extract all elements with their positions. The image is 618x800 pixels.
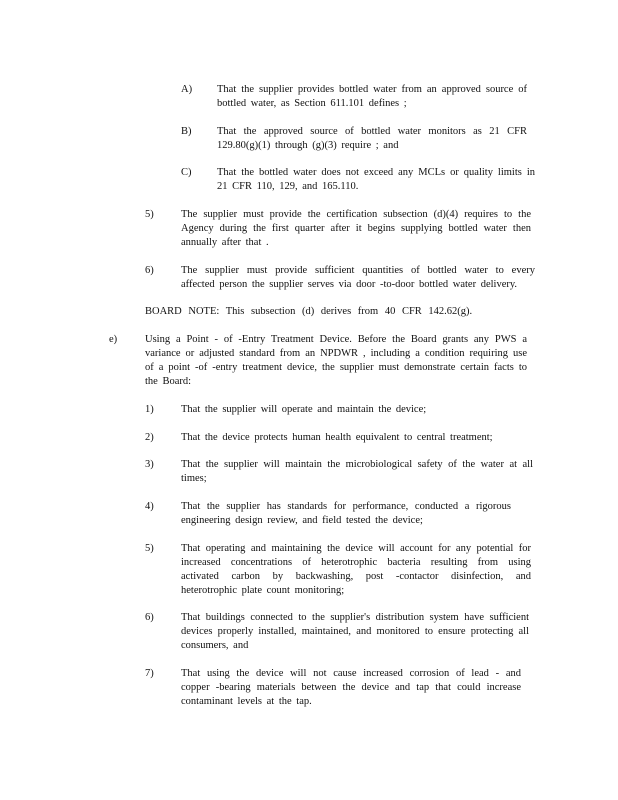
item-label: 7) (145, 668, 154, 679)
item-label: 3) (145, 459, 154, 470)
item-text: That the supplier has standards for performance, conducted a rigorous engineering design review, and field tested the device; (181, 501, 511, 526)
item-label: 2) (145, 432, 154, 443)
item-label: 6) (145, 612, 154, 623)
item-text: That the approved source of bottled water monitors as 21 CFR 129.80(g)(1) through (g)(3) require ; and (217, 126, 527, 151)
item-text: That the supplier will operate and maintain the device; (181, 404, 427, 415)
item-label: 5) (145, 543, 154, 554)
item-label: A) (181, 84, 193, 95)
item-label: B) (181, 126, 192, 137)
item-text: That buildings connected to the supplier's distribution system have sufficient devices properly installed, maintained, and monitored to ensure protecting all consumers, and (181, 612, 529, 651)
item-text: That operating and maintaining the device will account for any potential for increased concentrations of heterotrophic bacteria resulting from using activated carbon by backwashing, post -contactor disinfection, and heterotrophic plate count monitoring; (181, 543, 531, 596)
item-text: That the bottled water does not exceed any MCLs or quality limits in 21 CFR 110, 129, and 165.110. (217, 167, 535, 192)
item-text: That using the device will not cause increased corrosion of lead - and copper -bearing materials between the device and tap that could increase contaminant levels at the tap. (181, 668, 521, 707)
item-label: 1) (145, 404, 154, 415)
item-label: 5) (145, 209, 154, 220)
item-text: The supplier must provide the certification subsection (d)(4) requires to the Agency during the first quarter after it begins supplying bottled water then annually after that . (181, 209, 531, 248)
item-text: That the supplier provides bottled water from an approved source of bottled water, as Section 611.101 defines ; (217, 84, 527, 109)
item-label: 6) (145, 265, 154, 276)
item-text: The supplier must provide sufficient quantities of bottled water to every affected person the supplier serves via door -to-door bottled water delivery. (181, 265, 535, 290)
item-text: That the supplier will maintain the microbiological safety of the water at all times; (181, 459, 533, 484)
board-note-text: BOARD NOTE: This subsection (d) derives from 40 CFR 142.62(g). (145, 306, 473, 317)
item-label: 4) (145, 501, 154, 512)
item-label: e) (109, 334, 118, 345)
item-text: Using a Point - of -Entry Treatment Device. Before the Board grants any PWS a variance or adjusted standard from an NPDWR , including a condition requiring use of a point -of -entry treatment device, the supplier must demonstrate certain facts to the Board: (145, 334, 527, 387)
item-text: That the device protects human health equivalent to central treatment; (181, 432, 493, 443)
item-label: C) (181, 167, 192, 178)
